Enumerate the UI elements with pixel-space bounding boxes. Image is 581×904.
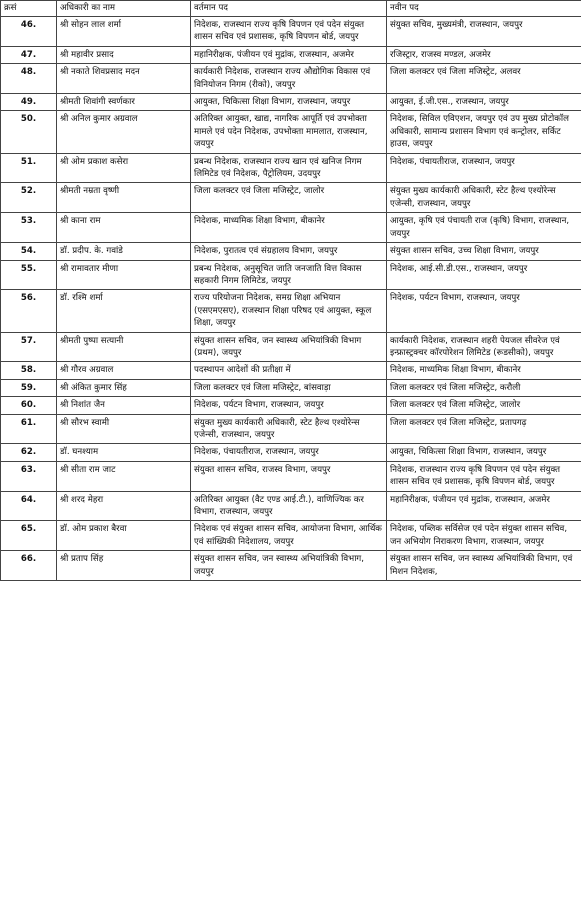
current-post-cell: जिला कलक्टर एवं जिला मजिस्ट्रेट, बांसवाड़ा (191, 379, 387, 396)
new-post-cell: निदेशक, आई.सी.डी.एस., राजस्थान, जयपुर (387, 260, 581, 290)
table-row (1, 379, 581, 396)
new-post-cell: निदेशक, पर्यटन विभाग, राजस्थान, जयपुर (387, 290, 581, 332)
officer-name-cell: श्री प्रताप सिंह (57, 551, 191, 581)
officer-name-cell: श्री रामावतार मीणा (57, 260, 191, 290)
new-post-cell: जिला कलक्टर एवं जिला मजिस्ट्रेट, जालोर (387, 397, 581, 414)
serial-number-cell: 53. (1, 213, 57, 243)
new-post-cell: निदेशक, सिविल एविएशन, जयपुर एवं उप मुख्य प्रोटोकॉल अधिकारी, सामान्य प्रशासन विभाग एवं कन्ट्रोलर, सर्किट हाउस, जयपुर (387, 111, 581, 153)
serial-number-cell: 61. (1, 414, 57, 444)
table-row (1, 243, 581, 260)
table-row (1, 17, 581, 47)
table-row (1, 362, 581, 379)
new-post-cell: संयुक्त शासन सचिव, जन स्वास्थ्य अभियांत्रिकी विभाग, एवं मिशन निदेशक, (387, 551, 581, 581)
new-post-cell: निदेशक, माध्यमिक शिक्षा विभाग, बीकानेर (387, 362, 581, 379)
current-post-cell: संयुक्त शासन सचिव, जन स्वास्थ्य अभियांत्रिकी विभाग (प्रथम), जयपुर (191, 332, 387, 362)
officer-name-cell: श्री शरद मेहरा (57, 491, 191, 521)
serial-number-cell: 52. (1, 183, 57, 213)
table-row (1, 183, 581, 213)
current-post-cell: जिला कलक्टर एवं जिला मजिस्ट्रेट, जालोर (191, 183, 387, 213)
table-row (1, 444, 581, 461)
serial-number-cell: 56. (1, 290, 57, 332)
officer-name-cell: श्री सोहन लाल शर्मा (57, 17, 191, 47)
current-post-cell: निदेशक, राजस्थान राज्य कृषि विपणन एवं पदेन संयुक्त शासन सचिव एवं प्रशासक, कृषि विपणन बोर्ड, जयपुर (191, 17, 387, 47)
serial-number-cell: 66. (1, 551, 57, 581)
new-post-cell: महानिरीक्षक, पंजीयन एवं मुद्रांक, राजस्थान, अजमेर (387, 491, 581, 521)
officer-name-cell: श्री गौरव अग्रवाल (57, 362, 191, 379)
header-officer-name: अधिकारी का नाम (57, 1, 191, 17)
officer-name-cell: श्री निशांत जैन (57, 397, 191, 414)
table-row (1, 461, 581, 491)
serial-number-cell: 63. (1, 461, 57, 491)
current-post-cell: प्रबन्ध निदेशक, अनुसूचित जाति जनजाति वित्त विकास सहकारी निगम लिमिटेड, जयपुर (191, 260, 387, 290)
new-post-cell: आयुक्त, कृषि एवं पंचायती राज (कृषि) विभाग, राजस्थान, जयपुर (387, 213, 581, 243)
officer-name-cell: श्रीमती शिवांगी स्वर्णकार (57, 94, 191, 111)
serial-number-cell: 59. (1, 379, 57, 396)
current-post-cell: निदेशक, पंचायतीराज, राजस्थान, जयपुर (191, 444, 387, 461)
header-new-post: नवीन पद (387, 1, 581, 17)
new-post-cell: आयुक्त, ई.जी.एस., राजस्थान, जयपुर (387, 94, 581, 111)
officer-name-cell: श्री काना राम (57, 213, 191, 243)
officer-name-cell: श्री सौरभ स्वामी (57, 414, 191, 444)
new-post-cell: जिला कलक्टर एवं जिला मजिस्ट्रेट, करौली (387, 379, 581, 396)
table-row (1, 551, 581, 581)
officer-name-cell: श्रीमती नम्रता वृष्णी (57, 183, 191, 213)
officer-name-cell: श्री महावीर प्रसाद (57, 46, 191, 63)
new-post-cell: निदेशक, पंचायतीराज, राजस्थान, जयपुर (387, 153, 581, 183)
serial-number-cell: 64. (1, 491, 57, 521)
header-current-post: वर्तमान पद (191, 1, 387, 17)
serial-number-cell: 62. (1, 444, 57, 461)
officer-name-cell: श्रीमती पुष्पा सत्यानी (57, 332, 191, 362)
officer-name-cell: श्री ओम प्रकाश कसेरा (57, 153, 191, 183)
officer-name-cell: श्री अंकित कुमार सिंह (57, 379, 191, 396)
current-post-cell: संयुक्त मुख्य कार्यकारी अधिकारी, स्टेट हैल्थ एश्योरेन्स एजेन्सी, राजस्थान, जयपुर (191, 414, 387, 444)
current-post-cell: अतिरिक्त आयुक्त (वैट एण्ड आई.टी.), वाणिज्यिक कर विभाग, राजस्थान, जयपुर (191, 491, 387, 521)
new-post-cell: जिला कलक्टर एवं जिला मजिस्ट्रेट, अलवर (387, 64, 581, 94)
header-serial: क्रसं (1, 1, 57, 17)
serial-number-cell: 65. (1, 521, 57, 551)
current-post-cell: कार्यकारी निदेशक, राजस्थान राज्य औद्योगिक विकास एवं विनियोजन निगम (रीको), जयपुर (191, 64, 387, 94)
new-post-cell: संयुक्त सचिव, मुख्यमंत्री, राजस्थान, जयपुर (387, 17, 581, 47)
new-post-cell: संयुक्त शासन सचिव, उच्च शिक्षा विभाग, जयपुर (387, 243, 581, 260)
serial-number-cell: 50. (1, 111, 57, 153)
serial-number-cell: 51. (1, 153, 57, 183)
current-post-cell: आयुक्त, चिकित्सा शिक्षा विभाग, राजस्थान, जयपुर (191, 94, 387, 111)
current-post-cell: महानिरीक्षक, पंजीयन एवं मुद्रांक, राजस्थान, अजमेर (191, 46, 387, 63)
table-row (1, 521, 581, 551)
table-row (1, 111, 581, 153)
table-row (1, 213, 581, 243)
new-post-cell: रजिस्ट्रार, राजस्व मण्डल, अजमेर (387, 46, 581, 63)
table-row (1, 260, 581, 290)
serial-number-cell: 47. (1, 46, 57, 63)
serial-number-cell: 54. (1, 243, 57, 260)
table-row (1, 94, 581, 111)
current-post-cell: निदेशक, पर्यटन विभाग, राजस्थान, जयपुर (191, 397, 387, 414)
officer-name-cell: डॉ. ओम प्रकाश बैरवा (57, 521, 191, 551)
serial-number-cell: 58. (1, 362, 57, 379)
serial-number-cell: 46. (1, 17, 57, 47)
table-row (1, 414, 581, 444)
officer-name-cell: डॉ. रश्मि शर्मा (57, 290, 191, 332)
table-row (1, 46, 581, 63)
serial-number-cell: 48. (1, 64, 57, 94)
officer-name-cell: श्री नकाते शिवप्रसाद मदन (57, 64, 191, 94)
new-post-cell: आयुक्त, चिकित्सा शिक्षा विभाग, राजस्थान, जयपुर (387, 444, 581, 461)
serial-number-cell: 57. (1, 332, 57, 362)
current-post-cell: निदेशक, पुरातत्व एवं संग्रहालय विभाग, जयपुर (191, 243, 387, 260)
officer-name-cell: श्री सीता राम जाट (57, 461, 191, 491)
current-post-cell: राज्य परियोजना निदेशक, समग्र शिक्षा अभियान (एसएमएसए), राजस्थान शिक्षा परिषद एवं आयुक्त, स्कूल शिक्षा, जयपुर (191, 290, 387, 332)
current-post-cell: प्रबन्ध निदेशक, राजस्थान राज्य खान एवं खनिज निगम लिमिटेड एवं निदेशक, पैट्रोलियम, उदयपुर (191, 153, 387, 183)
serial-number-cell: 55. (1, 260, 57, 290)
new-post-cell: संयुक्त मुख्य कार्यकारी अधिकारी, स्टेट हैल्थ एश्योरेन्स एजेन्सी, राजस्थान, जयपुर (387, 183, 581, 213)
serial-number-cell: 60. (1, 397, 57, 414)
new-post-cell: जिला कलक्टर एवं जिला मजिस्ट्रेट, प्रतापगढ़ (387, 414, 581, 444)
current-post-cell: निदेशक, माध्यमिक शिक्षा विभाग, बीकानेर (191, 213, 387, 243)
officer-name-cell: डॉ. घनश्याम (57, 444, 191, 461)
new-post-cell: कार्यकारी निदेशक, राजस्थान शहरी पेयजल सीवरेज एवं इन्फ्रास्ट्रक्चर कॉरपोरेशन लिमिटेड (रूडसीको), जयपुर (387, 332, 581, 362)
serial-number-cell: 49. (1, 94, 57, 111)
new-post-cell: निदेशक, पब्लिक सर्विसेज एवं पदेन संयुक्त शासन सचिव, जन अभियोग निराकरण विभाग, राजस्थान, जयपुर (387, 521, 581, 551)
table-row (1, 153, 581, 183)
current-post-cell: संयुक्त शासन सचिव, राजस्व विभाग, जयपुर (191, 461, 387, 491)
current-post-cell: पदस्थापन आदेशों की प्रतीक्षा में (191, 362, 387, 379)
officer-name-cell: डॉ. प्रदीप. के. गवांडे (57, 243, 191, 260)
new-post-cell: निदेशक, राजस्थान राज्य कृषि विपणन एवं पदेन संयुक्त शासन सचिव एवं प्रशासक, कृषि विपणन बोर्ड, जयपुर (387, 461, 581, 491)
table-row (1, 64, 581, 94)
officer-name-cell: श्री अनिल कुमार अग्रवाल (57, 111, 191, 153)
table-row (1, 491, 581, 521)
table-row (1, 332, 581, 362)
current-post-cell: संयुक्त शासन सचिव, जन स्वास्थ्य अभियांत्रिकी विभाग, जयपुर (191, 551, 387, 581)
table-row (1, 290, 581, 332)
current-post-cell: निदेशक एवं संयुक्त शासन सचिव, आयोजना विभाग, आर्थिक एवं सांख्यिकी निदेशालय, जयपुर (191, 521, 387, 551)
header-row (1, 1, 581, 17)
current-post-cell: अतिरिक्त आयुक्त, खाद्य, नागरिक आपूर्ति एवं उपभोक्ता मामले एवं पदेन निदेशक, उपभोक्ता मामलात, राजस्थान, जयपुर (191, 111, 387, 153)
table-row (1, 397, 581, 414)
